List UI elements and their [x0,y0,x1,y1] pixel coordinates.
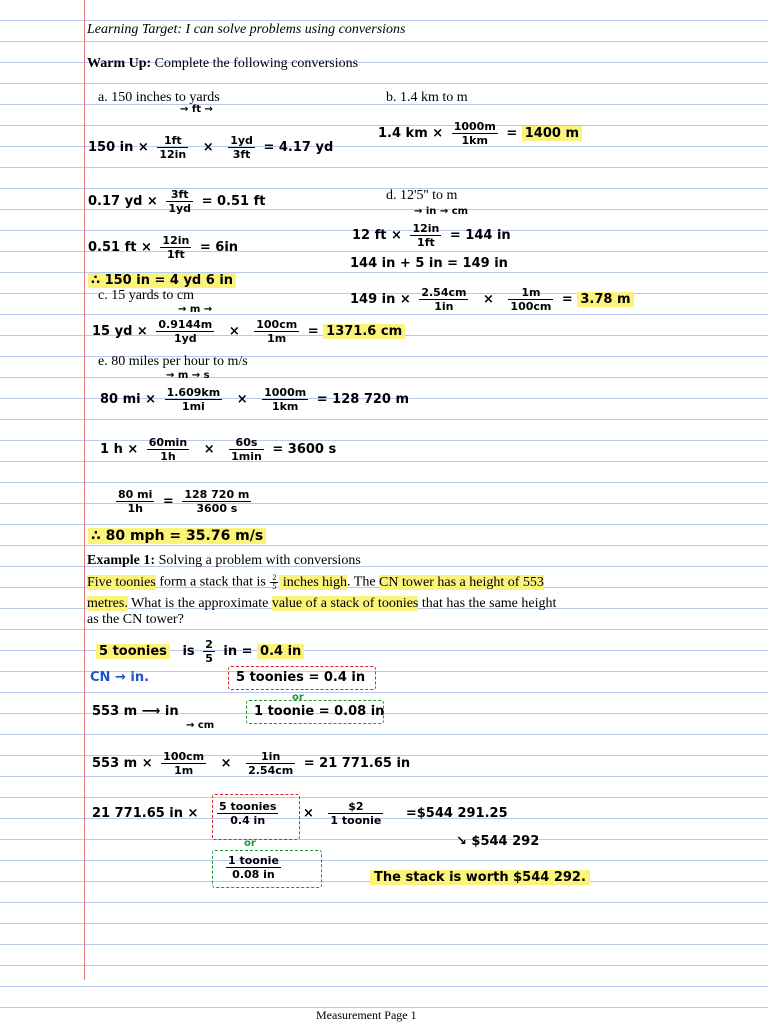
frac-den: 12in [159,148,187,161]
work-d-line2: 144 in + 5 in = 149 in [350,256,508,271]
frac-den: 1in [419,299,468,313]
frac-den: 1m [161,763,206,777]
frac-num: 80 mi [118,488,153,501]
hl-metres: metres. [87,596,128,611]
work-e-line2: 1 h × $\frac{60\min}{1h}$ × $\frac{60s}{1\min}$ = 3600 s [100,436,337,463]
frac-num: 1000m [264,386,307,399]
frac-den: 1yd [156,331,214,345]
work-c-note: → m → [178,304,213,315]
example-paragraph-line2 [87,596,556,612]
work-a-l3-result: = 6in [199,240,239,255]
learning-target: Learning Target: I can solve problems using conversions [87,22,406,37]
frac-den: 1h [147,449,189,463]
frac-den: 1km [262,399,308,413]
frac-den: 5 [205,652,213,665]
frac-num: 2.54cm [421,286,467,299]
frac-num: 1 toonie [228,854,279,867]
frac-den: 1 toonie [330,814,382,827]
work-d-l1-lead: 12 ft × [352,228,402,243]
work-a-line2 [88,188,265,215]
work-e-l2-lead: 1 h × [100,442,139,457]
fraction [160,234,191,261]
solution-cn-note: CN → in. [90,670,150,685]
sol-04-in: 0.4 in [257,644,304,659]
work-a-answer: ∴ 150 in = 4 yd 6 in [88,273,236,288]
solution-line2-sub: → cm [186,720,215,731]
problem-c: c. 15 yards to cm [98,288,195,303]
warm-up-text: Complete the following conversions [154,56,359,71]
sol-l4-result: =$544 291.25 [405,806,508,821]
work-a-l2-result: = 0.51 ft [201,194,266,209]
solution-alt-fraction [222,854,285,881]
frac-num: 1m [521,286,541,299]
fraction [203,638,215,665]
fraction [229,436,264,463]
sol-l3-lead: 553 m × [92,756,153,771]
solution-line3: 553 m × $\frac{100cm}{1m}$ × $\frac{1in}{2.54cm}$ = 21 771.65 in [92,750,411,777]
work-a-line3 [88,234,238,261]
work-e-l3-equals: = [162,494,174,509]
work-e-l1-lead: 80 mi × [100,392,157,407]
work-a-note: → ft → [180,104,213,115]
frac-den: 1yd [168,202,192,215]
sol-five-toonies: 5 toonies [96,644,170,659]
solution-or2: or [244,838,256,849]
fraction [328,800,383,827]
work-e-line3 [112,488,255,515]
frac-den: 100cm [510,300,552,313]
frac-num: 1ft [163,134,182,147]
problem-a: a. 150 inches to yards [98,90,220,105]
work-e-l1-result: = 128 720 m [316,392,410,407]
text-span: form a stack that is [155,574,270,590]
frac-den: 1min [231,450,262,463]
example-paragraph-line3: as the CN tower? [87,612,184,627]
sol-l4-lead: 21 771.65 in × [92,806,199,821]
problem-d: d. 12'5'' to m [386,188,458,203]
fraction [165,386,223,413]
solution-line2: 553 m ⟶ in [92,704,179,719]
work-c-equals: = [307,324,319,339]
work-d-l3-lead: 149 in × [350,292,411,307]
fraction [254,318,299,345]
frac-den: 1mi [165,399,223,413]
work-d-l1-result: = 144 in [449,228,511,243]
notebook-margin-line [84,0,85,980]
frac-den: 1h [116,501,154,515]
work-d-line1 [352,222,511,249]
hl-value-stack: value of a stack of toonies [271,596,419,611]
page-footer: Measurement Page 1 [316,1008,417,1022]
fraction [226,854,281,881]
frac-num: 60min [148,436,188,449]
solution-or1: or [292,692,304,703]
fraction [217,800,278,827]
solution-line4: 21 771.65 in × $\frac{\text{5 toonies}}{0.4 in}$ × $\frac{\$2}{\text{1 toonie}}$ =$544 291.25 [92,800,508,827]
work-a-l1-result: = 4.17 yd [263,140,334,155]
frac-num: 12in [162,234,190,247]
work-d-l3-result: 3.78 m [577,292,633,307]
solution-rounded: ↘ $544 292 [456,834,540,849]
example-heading [87,553,361,569]
solution-line1 [96,638,304,665]
work-d-line3: 149 in × $\frac{2.54cm}{1in}$ × $\frac{1m}{100cm}$ = 3.78 m [350,286,634,313]
work-a-line1: 150 in × $\frac{1ft}{12in}$ × $\frac{1yd}{3ft}$ = 4.17 yd [88,134,334,161]
work-e-answer: ∴ 80 mph = 35.76 m/s [88,528,266,544]
frac-num: 128 720 m [184,488,250,501]
frac-num: 2 [205,638,213,651]
frac-num: 1.609km [166,386,221,399]
hl-five-toonies: Five toonies [87,574,156,590]
fraction [228,134,255,161]
work-d-note: → in → cm [414,206,469,217]
frac-den: 1km [452,133,498,147]
work-b-lead: 1.4 km × [378,126,444,141]
fraction [452,120,498,147]
work-c-line: 15 yd × $\frac{0.9144m}{1yd}$ × $\frac{100cm}{1m}$ = 1371.6 cm [92,318,405,345]
fraction [182,488,251,515]
frac-num: $2 [348,800,364,813]
example-paragraph-line1 [87,574,544,591]
fraction [157,134,188,161]
frac-num: 2 [272,573,277,582]
fraction [147,436,189,463]
frac-num: 1in [261,750,281,763]
frac-num: 0.9144m [158,318,213,331]
text-span: What is the approximate [127,596,272,611]
sol-is: is [182,644,195,659]
text-span: . The [347,574,380,590]
work-d-l3-equals: = [561,292,573,307]
work-b-line [378,120,582,147]
fraction [246,750,295,777]
warm-up-heading [87,56,358,72]
example-title: Solving a problem with conversions [158,553,361,568]
frac-den: 2.54cm [248,764,294,777]
frac-num: 100cm [256,318,298,331]
frac-num: 1yd [230,134,253,147]
sol-l3-result: = 21 771.65 in [303,756,411,771]
fraction [116,488,154,515]
frac-num: 12in [412,222,440,235]
frac-den: 3ft [228,147,255,161]
example-label: Example 1: [87,553,156,568]
text-span: that has the same height [418,596,557,611]
problem-b: b. 1.4 km to m [386,90,468,105]
problem-e: e. 80 miles per hour to m/s [98,354,248,369]
solution-final: The stack is worth $544 292. [370,870,590,885]
fraction [262,386,308,413]
frac-num: 100cm [163,750,205,763]
hl-cn-tower: CN tower has a height of 553 [379,574,544,590]
frac-den: 3600 s [182,501,251,515]
work-c-result: 1371.6 cm [323,324,405,339]
fraction [508,286,553,313]
frac-den: 0.08 in [226,867,281,881]
work-e-line1: 80 mi × $\frac{1.609km}{1mi}$ × $\frac{1000m}{1km}$ = 128 720 m [100,386,410,413]
frac-den: 1m [254,331,299,345]
sol-in-equals: in = [223,644,253,659]
frac-num: 5 toonies [218,800,277,813]
work-e-note: → m → s [166,370,210,381]
work-a-l3-lead: 0.51 ft × [88,240,152,255]
fraction [410,222,441,249]
work-a-l1-lead: 150 in × [88,140,149,155]
frac-num: 3ft [170,188,189,201]
fraction [270,574,278,591]
work-b-equals: = [506,126,518,141]
frac-den: 1ft [410,235,441,249]
work-c-lead: 15 yd × [92,324,148,339]
work-e-l2-result: = 3600 s [272,442,337,457]
frac-num: 60s [235,436,258,449]
fraction [161,750,206,777]
frac-den: 1ft [160,247,191,261]
fraction [156,318,214,345]
hl-inches-high: inches high [279,574,348,590]
work-a-l2-lead: 0.17 yd × [88,194,158,209]
fraction [419,286,468,313]
frac-num: 1000m [453,120,496,133]
solution-box1: 5 toonies = 0.4 in [236,670,366,685]
frac-den: 0.4 in [217,813,278,827]
warm-up-label: Warm Up: [87,56,152,71]
frac-den: 5 [272,582,277,591]
solution-box2: 1 toonie = 0.08 in [254,704,385,719]
fraction [166,188,193,215]
work-b-result: 1400 m [522,126,582,141]
